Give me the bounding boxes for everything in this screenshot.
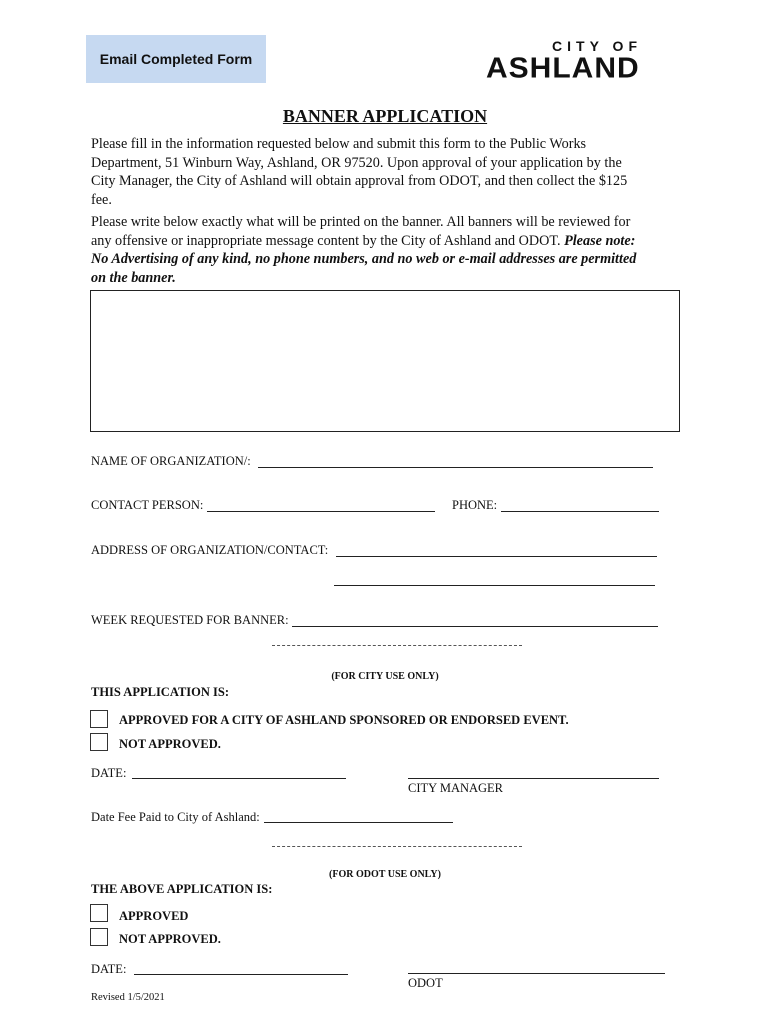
banner-text-field[interactable] [90,290,680,432]
address-input-line-2[interactable] [334,585,655,586]
on-the-banner-note: on the banner. [91,269,176,286]
odot-date-input[interactable] [134,974,348,975]
instructions-line-4 [91,269,681,288]
intro-paragraph [91,135,681,209]
contact-person-input[interactable] [207,511,435,512]
instructions-line-1: Please write below exactly what will be printed on the banner. All banners will be reviewed for [91,214,631,230]
contact-person-label: CONTACT PERSON: [91,498,204,512]
city-approved-label: APPROVED FOR A CITY OF ASHLAND SPONSORED OR ENDORSED EVENT. [119,713,569,727]
no-advertising-note: No Advertising of any kind, no phone numbers, and no web or e-mail addresses are permitted [91,251,637,267]
intro-line-1: Please fill in the information requested below and submit this form to the Public Works [91,136,587,152]
odot-section-divider [272,846,522,847]
odot-not-approved-checkbox[interactable] [90,928,108,946]
logo-line2: ASHLAND [486,52,640,85]
instructions-line-2a: any offensive or inappropriate message content by the City of Ashland and ODOT. [91,232,565,249]
week-requested-input[interactable] [292,626,658,627]
city-use-heading: (FOR CITY USE ONLY) [331,671,439,682]
city-approved-checkbox[interactable] [90,710,108,728]
phone-label: PHONE: [452,498,498,512]
please-note: Please note: [564,232,636,249]
instructions-line-2 [91,232,681,251]
odot-date-label: DATE: [91,962,127,976]
week-requested-label: WEEK REQUESTED FOR BANNER: [91,613,289,627]
odot-label: ODOT [408,976,443,990]
city-section-divider [272,645,522,646]
logo-line1: CITY OF [552,38,642,54]
page-title: BANNER APPLICATION [282,106,488,126]
intro-line-2: Department, 51 Winburn Way, Ashland, OR 97520. Upon approval of your application by the [91,154,622,171]
odot-use-heading: (FOR ODOT USE ONLY) [329,869,441,880]
address-input-line-1[interactable] [336,556,657,557]
city-status-label: THIS APPLICATION IS: [91,685,229,699]
city-manager-label: CITY MANAGER [408,781,504,795]
address-label: ADDRESS OF ORGANIZATION/CONTACT: [91,543,329,557]
instructions-line-3 [91,250,681,269]
city-not-approved-checkbox[interactable] [90,733,108,751]
intro-line-4: fee. [91,191,112,208]
fee-paid-input[interactable] [264,822,453,823]
city-of-ashland-logo [486,38,676,88]
city-date-input[interactable] [132,778,346,779]
odot-status-label: THE ABOVE APPLICATION IS: [91,882,273,896]
instructions-paragraph [91,213,681,287]
revised-date: Revised 1/5/2021 [91,992,165,1003]
organization-input[interactable] [258,467,653,468]
odot-not-approved-label: NOT APPROVED. [119,932,221,946]
city-manager-signature-line[interactable] [408,778,659,779]
phone-input[interactable] [501,511,659,512]
odot-signature-line[interactable] [408,973,665,974]
odot-approved-checkbox[interactable] [90,904,108,922]
organization-label: NAME OF ORGANIZATION/: [91,454,251,468]
city-date-label: DATE: [91,766,127,780]
city-not-approved-label: NOT APPROVED. [119,737,221,751]
odot-approved-label: APPROVED [119,909,189,923]
fee-paid-label: Date Fee Paid to City of Ashland: [91,810,260,824]
email-completed-form-button[interactable]: Email Completed Form [86,35,266,83]
intro-line-3: City Manager, the City of Ashland will obtain approval from ODOT, and then collect the $125 [91,173,628,189]
